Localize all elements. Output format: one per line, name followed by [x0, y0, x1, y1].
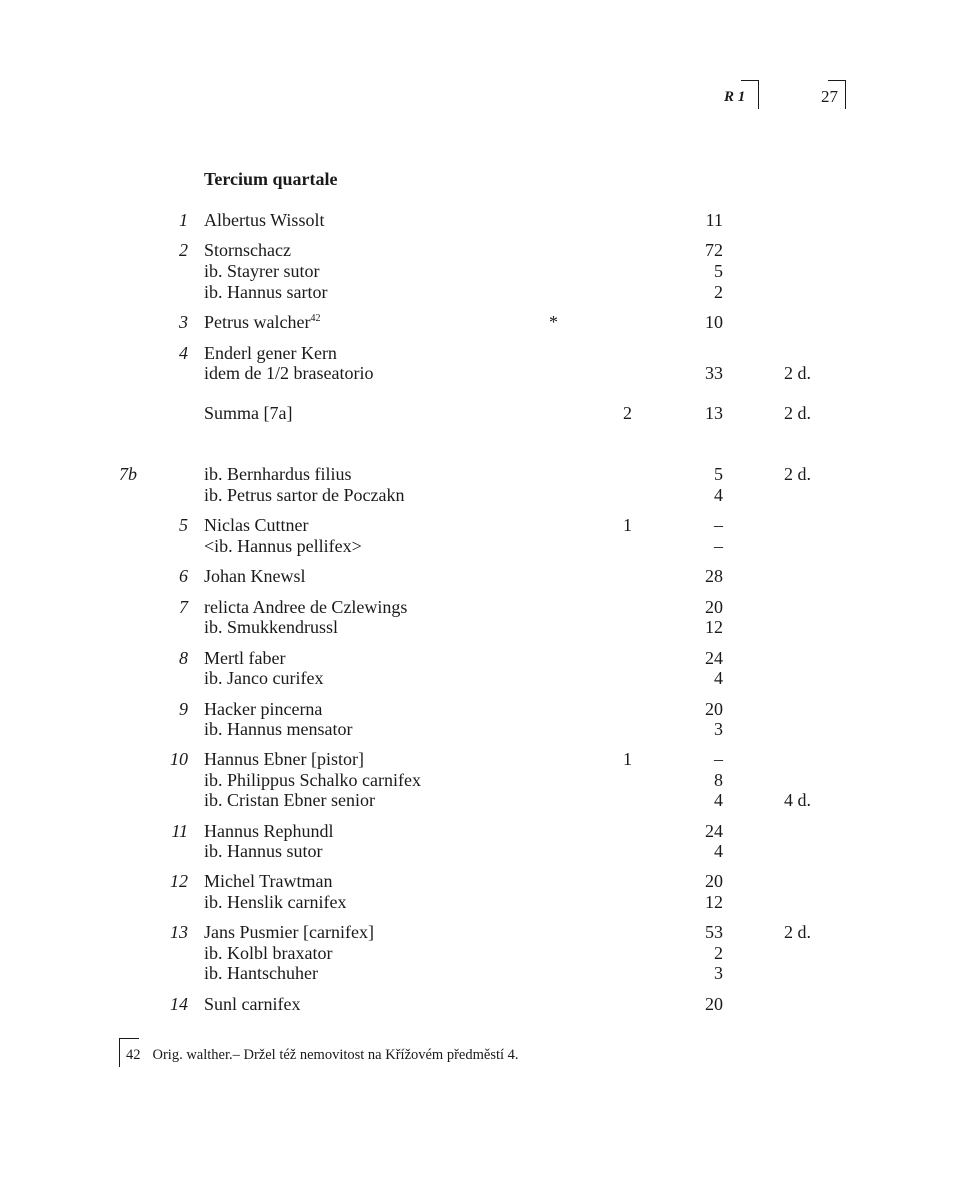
entry-name: Mertl faber: [204, 648, 286, 668]
table-row: [0, 648, 960, 669]
entry-name: ib. Hannus sutor: [204, 841, 323, 861]
footnote-reference: 42: [310, 313, 321, 324]
table-row: [0, 261, 960, 282]
value-col-2: 2: [714, 943, 723, 963]
entry-name: Hacker pincerna: [204, 699, 323, 719]
entry-name: ib. Cristan Ebner senior: [204, 790, 375, 810]
value-col-2: 33: [705, 363, 723, 383]
entry-name: Sunl carnifex: [204, 994, 301, 1014]
entry-name: ib. Petrus sartor de Poczakn: [204, 485, 405, 505]
entry-number: 13: [170, 922, 188, 942]
entry-name: Enderl gener Kern: [204, 343, 337, 363]
value-col-2: 20: [705, 994, 723, 1014]
entry-mark: *: [549, 312, 558, 332]
table-row: [0, 210, 960, 231]
footnote-number: 42: [126, 1047, 141, 1063]
value-col-3: 4 d.: [784, 790, 811, 810]
footnote: [126, 1047, 519, 1064]
table-row: [0, 770, 960, 791]
entry-name: ib. Hannus sartor: [204, 282, 328, 302]
table-row: [0, 892, 960, 913]
entry-number: 6: [179, 566, 188, 586]
entry-number: 10: [170, 749, 188, 769]
value-col-2: 53: [705, 922, 723, 942]
table-row: [0, 719, 960, 740]
entry-name: Petrus walcher$^{42}$: [204, 312, 321, 332]
table-row: [0, 617, 960, 638]
table-row: [0, 403, 960, 424]
entry-name: Hannus Ebner [pistor]: [204, 749, 364, 769]
value-col-2: 24: [705, 821, 723, 841]
entry-name: ib. Bernhardus filius: [204, 464, 352, 484]
entry-name: Niclas Cuttner: [204, 515, 309, 535]
entry-name: relicta Andree de Czlewings: [204, 597, 408, 617]
value-col-2: 24: [705, 648, 723, 668]
table-row: [0, 668, 960, 689]
table-row: [0, 515, 960, 536]
entry-number: 8: [179, 648, 188, 668]
folio-marker: 7b: [119, 464, 137, 484]
value-col-2: 8: [714, 770, 723, 790]
value-col-2: 3: [714, 719, 723, 739]
table-row: [0, 240, 960, 261]
value-col-2: –: [714, 749, 723, 769]
entry-name: ib. Kolbl braxator: [204, 943, 333, 963]
entry-name: Jans Pusmier [carnifex]: [204, 922, 374, 942]
value-col-2: 5: [714, 261, 723, 281]
entry-name: ib. Stayrer sutor: [204, 261, 320, 281]
entry-name: Johan Knewsl: [204, 566, 306, 586]
entry-name: ib. Hantschuher: [204, 963, 318, 983]
entry-name: Hannus Rephundl: [204, 821, 334, 841]
value-col-2: 4: [714, 668, 723, 688]
table-row: [0, 790, 960, 811]
entry-name: ib. Janco curifex: [204, 668, 324, 688]
entry-number: 7: [179, 597, 188, 617]
entry-number: 4: [179, 343, 188, 363]
table-row: [0, 841, 960, 862]
table-row: [0, 566, 960, 587]
value-col-2: 5: [714, 464, 723, 484]
value-col-2: 12: [705, 617, 723, 637]
table-row: [0, 994, 960, 1015]
entry-number: 11: [171, 821, 188, 841]
entry-name: ib. Philippus Schalko carnifex: [204, 770, 421, 790]
entry-name: Summa [7a]: [204, 403, 293, 423]
page-number: 27: [821, 87, 838, 106]
entry-number: 9: [179, 699, 188, 719]
entry-number: 1: [179, 210, 188, 230]
entry-number: 14: [170, 994, 188, 1014]
table-row: [0, 922, 960, 943]
section-title: Tercium quartale: [204, 169, 338, 189]
value-col-2: 4: [714, 790, 723, 810]
table-row: [0, 312, 960, 333]
table-row: [0, 536, 960, 557]
table-row: [0, 943, 960, 964]
value-col-1: 2: [623, 403, 632, 423]
value-col-2: 3: [714, 963, 723, 983]
value-col-2: 11: [705, 210, 723, 230]
table-row: [0, 343, 960, 364]
table-row: [0, 749, 960, 770]
entry-name: ib. Hannus mensator: [204, 719, 353, 739]
entry-name: ib. Smukkendrussl: [204, 617, 339, 637]
entry-name: Michel Trawtman: [204, 871, 333, 891]
entry-number: 2: [179, 240, 188, 260]
value-col-2: –: [714, 536, 723, 556]
value-col-3: 2 d.: [784, 922, 811, 942]
value-col-2: 28: [705, 566, 723, 586]
entry-name: <ib. Hannus pellifex>: [204, 536, 362, 556]
value-col-1: 1: [623, 515, 632, 535]
value-col-2: 12: [705, 892, 723, 912]
entry-name: ib. Henslik carnifex: [204, 892, 347, 912]
entry-name: idem de 1/2 braseatorio: [204, 363, 374, 383]
value-col-2: 20: [705, 699, 723, 719]
value-col-3: 2 d.: [784, 403, 811, 423]
table-row: [0, 282, 960, 303]
footnote-text: Orig. walther.– Držel též nemovitost na Křížovém předměstí 4.: [152, 1047, 519, 1063]
table-row: [0, 485, 960, 506]
table-row: [0, 963, 960, 984]
value-col-2: 2: [714, 282, 723, 302]
value-col-1: 1: [623, 749, 632, 769]
table-row: [0, 597, 960, 618]
value-col-2: 10: [705, 312, 723, 332]
value-col-3: 2 d.: [784, 464, 811, 484]
value-col-2: 72: [705, 240, 723, 260]
value-col-2: 20: [705, 597, 723, 617]
entry-number: 12: [170, 871, 188, 891]
table-row: [0, 464, 960, 485]
value-col-2: –: [714, 515, 723, 535]
table-row: [0, 871, 960, 892]
entry-number: 3: [179, 312, 188, 332]
section-mark: R 1: [724, 89, 746, 105]
table-row: [0, 363, 960, 384]
value-col-2: 4: [714, 485, 723, 505]
entry-name: Stornschacz: [204, 240, 291, 260]
entry-number: 5: [179, 515, 188, 535]
entry-name: Albertus Wissolt: [204, 210, 325, 230]
value-col-2: 13: [705, 403, 723, 423]
value-col-2: 4: [714, 841, 723, 861]
table-row: [0, 699, 960, 720]
table-row: [0, 821, 960, 842]
value-col-2: 20: [705, 871, 723, 891]
value-col-3: 2 d.: [784, 363, 811, 383]
